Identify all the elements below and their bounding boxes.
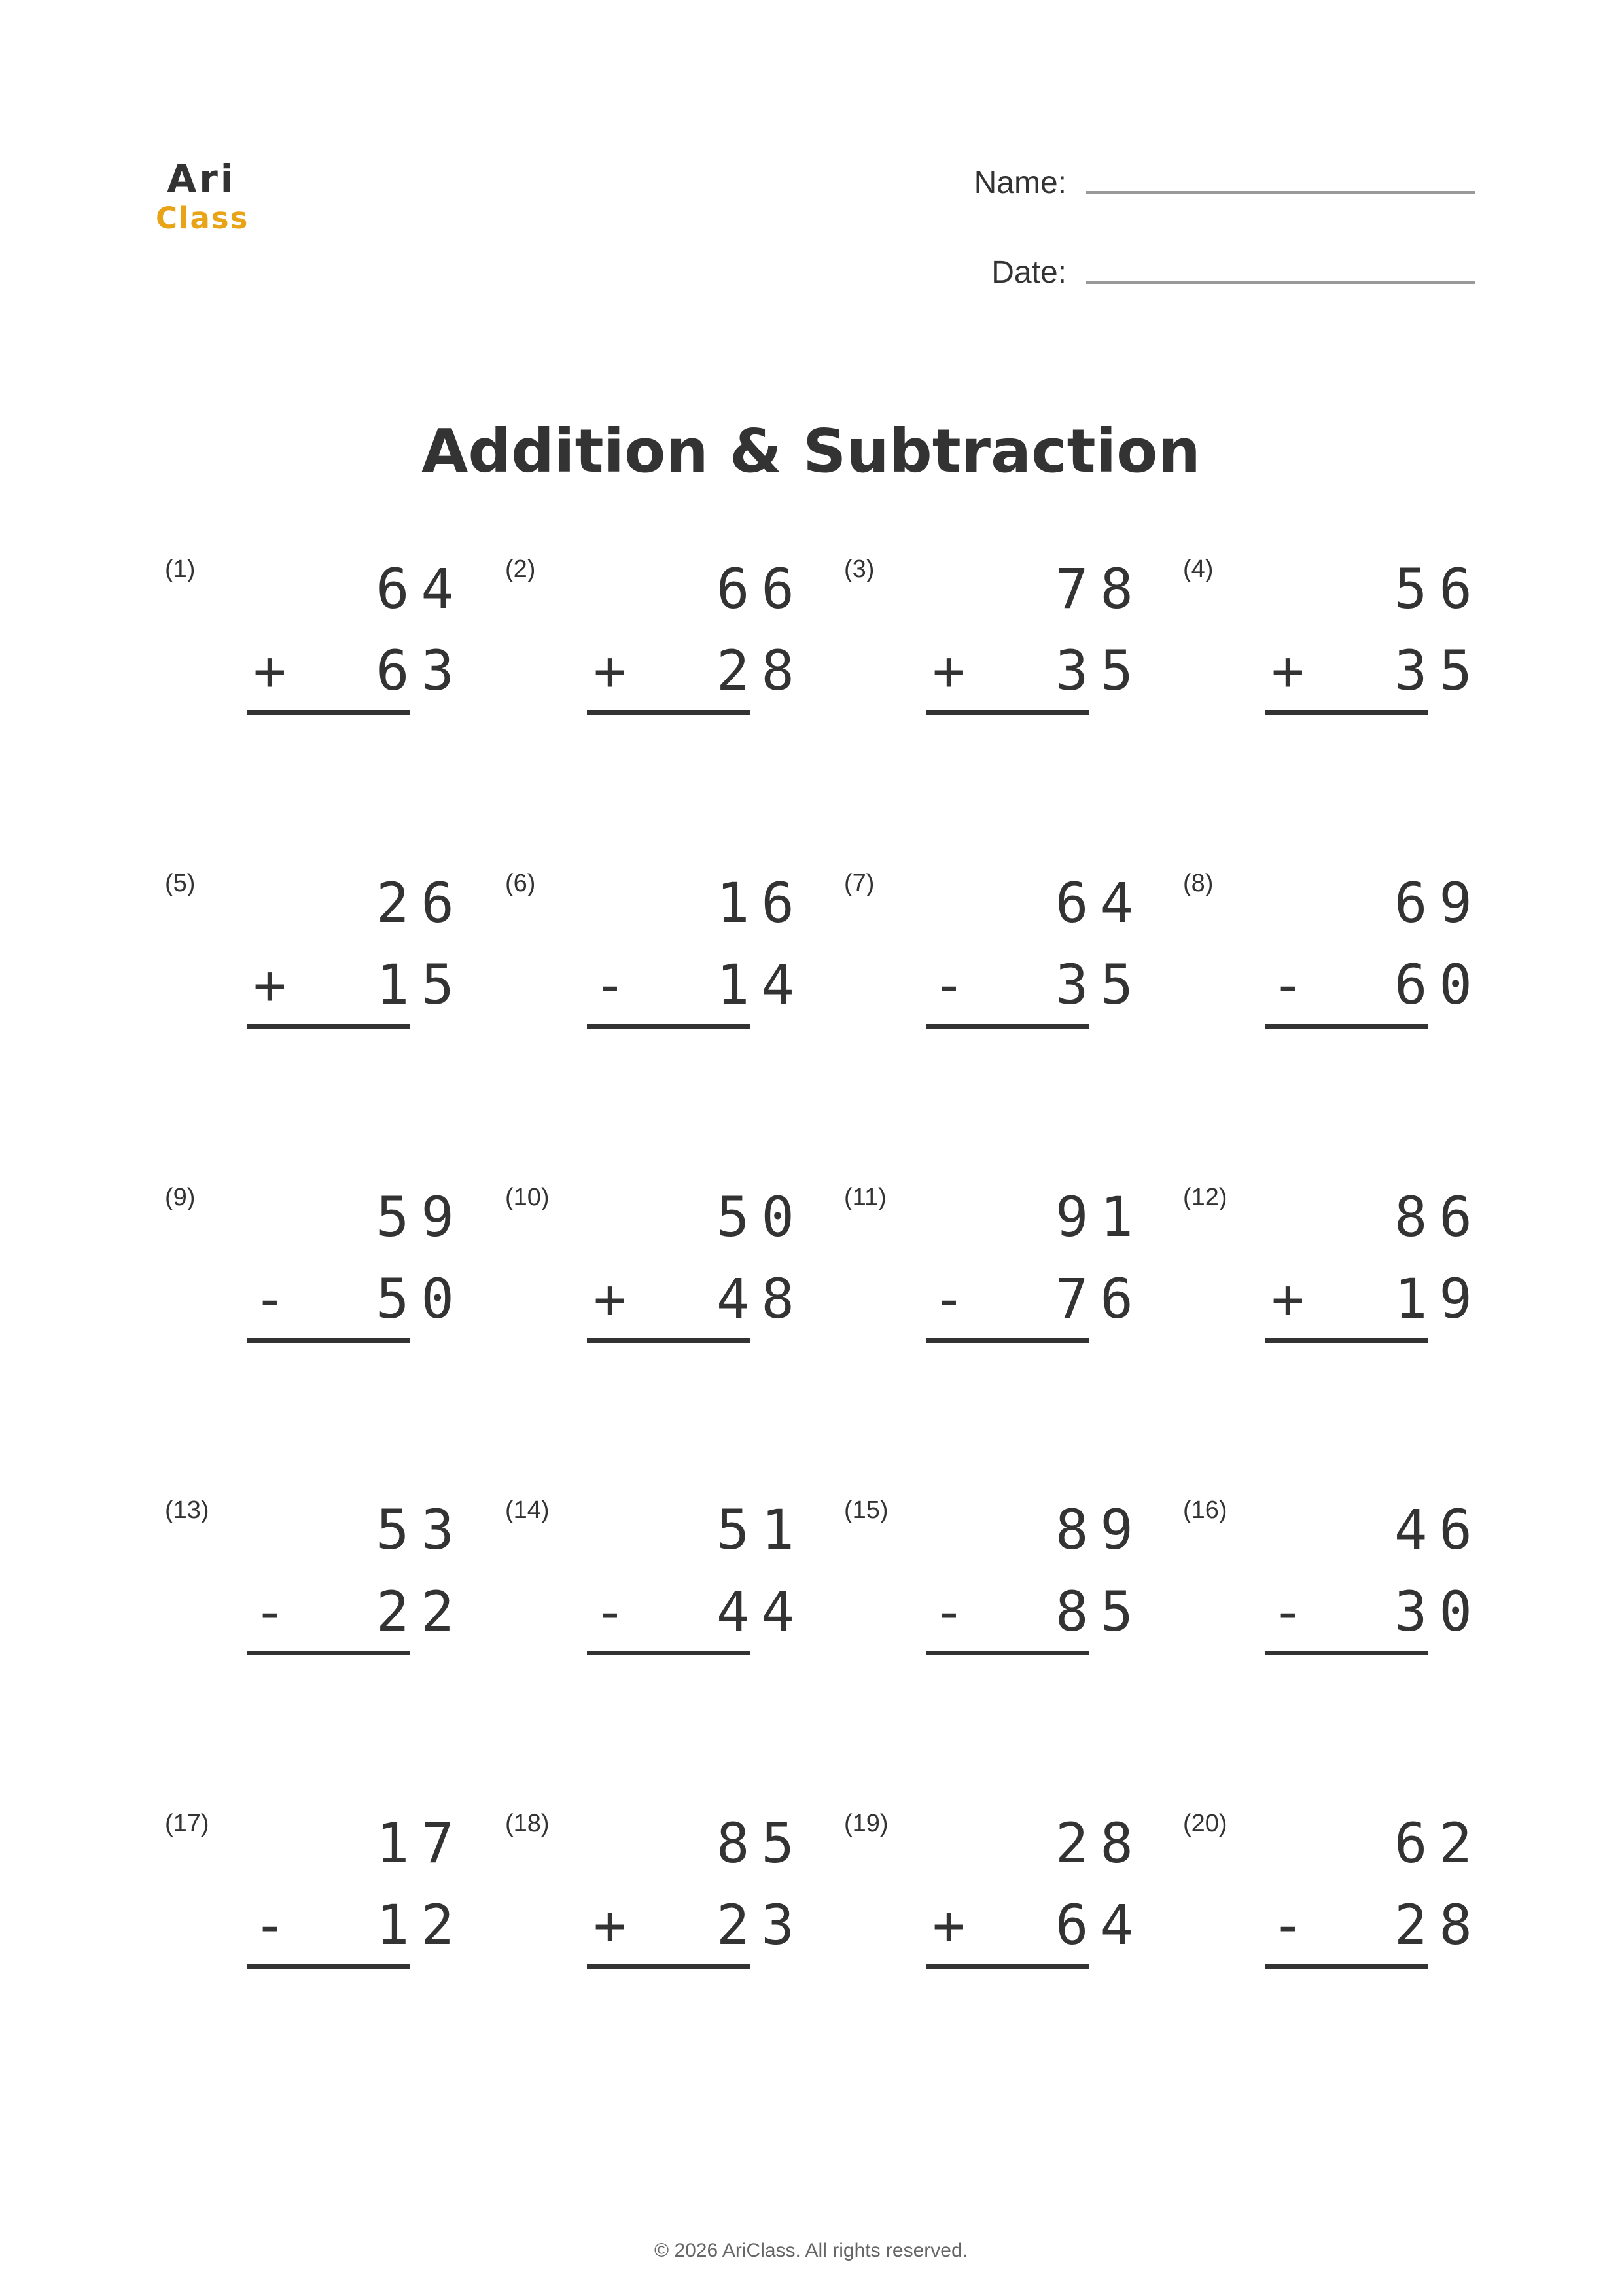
answer-line xyxy=(247,1964,410,1969)
operator-sign: + xyxy=(932,639,966,703)
bottom-operand: 60 xyxy=(1394,953,1484,1017)
bottom-operand: 23 xyxy=(716,1893,806,1957)
bottom-operand: 15 xyxy=(376,953,466,1017)
answer-line xyxy=(1265,710,1428,715)
bottom-operand: 35 xyxy=(1394,639,1484,703)
copyright-footer: © 2026 AriClass. All rights reserved. xyxy=(654,2240,968,2261)
problem-10 xyxy=(505,1181,806,1377)
operator-sign: - xyxy=(932,1267,966,1331)
problem-number: (4) xyxy=(1183,556,1214,583)
problem-7 xyxy=(844,867,1145,1063)
operator-sign: - xyxy=(1271,1580,1305,1644)
problem-8 xyxy=(1183,867,1484,1063)
problem-14 xyxy=(505,1494,806,1690)
answer-line xyxy=(587,710,750,715)
bottom-operand: 19 xyxy=(1394,1267,1484,1331)
answer-line xyxy=(247,710,410,715)
answer-line xyxy=(1265,1964,1428,1969)
logo-text-ari: Ari xyxy=(167,156,236,201)
answer-line xyxy=(247,1338,410,1343)
problem-number: (12) xyxy=(1183,1184,1227,1211)
date-label: Date: xyxy=(991,255,1067,290)
operator-sign: + xyxy=(253,953,287,1017)
bottom-operand: 35 xyxy=(1055,953,1145,1017)
answer-line xyxy=(926,1651,1089,1655)
top-operand: 85 xyxy=(716,1811,806,1875)
operator-sign: + xyxy=(593,639,627,703)
name-field[interactable] xyxy=(1086,191,1475,194)
problem-number: (13) xyxy=(165,1496,209,1524)
problem-12 xyxy=(1183,1181,1484,1377)
bottom-operand: 22 xyxy=(376,1580,466,1644)
bottom-operand: 30 xyxy=(1394,1580,1484,1644)
problem-6 xyxy=(505,867,806,1063)
operator-sign: + xyxy=(593,1267,627,1331)
top-operand: 17 xyxy=(376,1811,466,1875)
answer-line xyxy=(926,1964,1089,1969)
bottom-operand: 50 xyxy=(376,1267,466,1331)
problem-number: (19) xyxy=(844,1810,889,1837)
date-field[interactable] xyxy=(1086,281,1475,284)
bottom-operand: 14 xyxy=(716,953,806,1017)
answer-line xyxy=(926,710,1089,715)
problem-number: (17) xyxy=(165,1810,209,1837)
problem-13 xyxy=(165,1494,466,1690)
top-operand: 66 xyxy=(716,557,806,621)
answer-line xyxy=(587,1024,750,1029)
answer-line xyxy=(247,1651,410,1655)
problem-4 xyxy=(1183,553,1484,749)
top-operand: 62 xyxy=(1394,1811,1484,1875)
bottom-operand: 28 xyxy=(716,639,806,703)
top-operand: 26 xyxy=(376,871,466,935)
problem-9 xyxy=(165,1181,466,1377)
bottom-operand: 64 xyxy=(1055,1893,1145,1957)
answer-line xyxy=(587,1338,750,1343)
problem-number: (1) xyxy=(165,556,196,583)
top-operand: 28 xyxy=(1055,1811,1145,1875)
top-operand: 91 xyxy=(1055,1185,1145,1249)
operator-sign: - xyxy=(1271,1893,1305,1957)
logo-text-class: Class xyxy=(156,201,249,236)
problem-number: (11) xyxy=(844,1184,887,1211)
top-operand: 51 xyxy=(716,1498,806,1562)
top-operand: 46 xyxy=(1394,1498,1484,1562)
problem-19 xyxy=(844,1807,1145,2004)
operator-sign: - xyxy=(253,1267,287,1331)
problem-15 xyxy=(844,1494,1145,1690)
page-title: Addition & Subtraction xyxy=(421,416,1201,486)
top-operand: 56 xyxy=(1394,557,1484,621)
problem-3 xyxy=(844,553,1145,749)
operator-sign: - xyxy=(593,953,627,1017)
operator-sign: + xyxy=(1271,639,1305,703)
operator-sign: - xyxy=(932,1580,966,1644)
top-operand: 86 xyxy=(1394,1185,1484,1249)
top-operand: 59 xyxy=(376,1185,466,1249)
name-label-wrap xyxy=(955,164,1067,203)
operator-sign: + xyxy=(593,1893,627,1957)
top-operand: 64 xyxy=(1055,871,1145,935)
answer-line xyxy=(247,1024,410,1029)
answer-line xyxy=(926,1024,1089,1029)
problem-5 xyxy=(165,867,466,1063)
operator-sign: - xyxy=(932,953,966,1017)
top-operand: 16 xyxy=(716,871,806,935)
operator-sign: - xyxy=(253,1893,287,1957)
problem-11 xyxy=(844,1181,1145,1377)
problem-number: (20) xyxy=(1183,1810,1227,1837)
top-operand: 64 xyxy=(376,557,466,621)
top-operand: 78 xyxy=(1055,557,1145,621)
answer-line xyxy=(587,1964,750,1969)
answer-line xyxy=(587,1651,750,1655)
answer-line xyxy=(1265,1024,1428,1029)
operator-sign: - xyxy=(593,1580,627,1644)
operator-sign: + xyxy=(253,639,287,703)
problem-number: (10) xyxy=(505,1184,550,1211)
bottom-operand: 28 xyxy=(1394,1893,1484,1957)
problem-number: (16) xyxy=(1183,1496,1227,1524)
top-operand: 53 xyxy=(376,1498,466,1562)
problem-number: (7) xyxy=(844,870,875,897)
operator-sign: - xyxy=(253,1580,287,1644)
date-label-wrap xyxy=(955,253,1067,292)
problem-18 xyxy=(505,1807,806,2004)
problem-number: (18) xyxy=(505,1810,550,1837)
problem-number: (14) xyxy=(505,1496,550,1524)
answer-line xyxy=(1265,1651,1428,1655)
problem-2 xyxy=(505,553,806,749)
bottom-operand: 76 xyxy=(1055,1267,1145,1331)
bottom-operand: 85 xyxy=(1055,1580,1145,1644)
problem-16 xyxy=(1183,1494,1484,1690)
problem-number: (5) xyxy=(165,870,196,897)
problem-number: (9) xyxy=(165,1184,196,1211)
logo xyxy=(156,156,247,236)
bottom-operand: 48 xyxy=(716,1267,806,1331)
operator-sign: + xyxy=(932,1893,966,1957)
bottom-operand: 12 xyxy=(376,1893,466,1957)
bottom-operand: 44 xyxy=(716,1580,806,1644)
problem-number: (15) xyxy=(844,1496,889,1524)
answer-line xyxy=(1265,1338,1428,1343)
bottom-operand: 35 xyxy=(1055,639,1145,703)
problem-number: (2) xyxy=(505,556,536,583)
problem-1 xyxy=(165,553,466,749)
top-operand: 89 xyxy=(1055,1498,1145,1562)
top-operand: 50 xyxy=(716,1185,806,1249)
name-label: Name: xyxy=(974,166,1067,200)
bottom-operand: 63 xyxy=(376,639,466,703)
problem-number: (3) xyxy=(844,556,875,583)
operator-sign: + xyxy=(1271,1267,1305,1331)
problem-number: (6) xyxy=(505,870,536,897)
problem-number: (8) xyxy=(1183,870,1214,897)
operator-sign: - xyxy=(1271,953,1305,1017)
problem-20 xyxy=(1183,1807,1484,2004)
top-operand: 69 xyxy=(1394,871,1484,935)
problem-17 xyxy=(165,1807,466,2004)
answer-line xyxy=(926,1338,1089,1343)
